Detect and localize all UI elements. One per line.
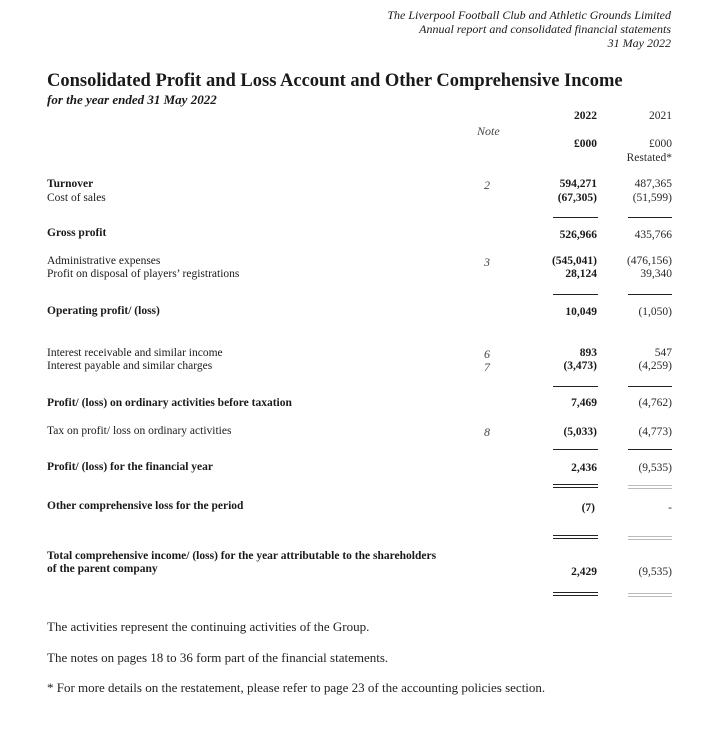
double-rule — [628, 593, 672, 594]
turnover-2021: 487,365 — [634, 178, 672, 190]
subtotal-rule — [553, 217, 598, 218]
double-rule — [553, 487, 598, 488]
total-2021: (9,535) — [638, 566, 672, 578]
report-name: Annual report and consolidated financial statements — [419, 22, 671, 36]
double-rule — [553, 538, 598, 539]
interest-payable-2022: (3,473) — [563, 360, 597, 372]
double-rule — [553, 484, 598, 485]
double-rule — [553, 535, 598, 536]
tax-2021: (4,773) — [638, 426, 672, 438]
subtotal-rule — [628, 449, 672, 450]
admin-expenses-2022: (545,041) — [551, 255, 597, 267]
footer-restatement-note: * For more details on the restatement, please refer to page 23 of the accounting policies section. — [47, 680, 546, 695]
double-rule — [553, 595, 598, 596]
oci-label: Other comprehensive loss for the period — [47, 500, 244, 512]
admin-expenses-note: 3 — [484, 255, 490, 269]
profit-before-tax-label: Profit/ (loss) on ordinary activities before taxation — [47, 397, 292, 409]
double-rule — [553, 592, 598, 593]
report-date: 31 May 2022 — [607, 36, 671, 50]
operating-profit-2021: (1,050) — [638, 306, 672, 318]
double-rule — [628, 539, 672, 540]
profit-disposal-label: Profit on disposal of players’ registrations — [47, 268, 240, 280]
year-2021-header: 2021 — [649, 110, 672, 122]
admin-expenses-label: Administrative expenses — [47, 255, 161, 267]
profit-year-2021: (9,535) — [638, 462, 672, 474]
profit-year-2022: 2,436 — [571, 462, 597, 474]
admin-expenses-2021: (476,156) — [626, 255, 672, 267]
cost-of-sales-label: Cost of sales — [47, 192, 106, 204]
oci-2021: - — [668, 502, 672, 514]
profit-before-tax-2021: (4,762) — [638, 397, 672, 409]
interest-receivable-2022: 893 — [579, 347, 597, 359]
tax-2022: (5,033) — [563, 426, 597, 438]
interest-receivable-note: 6 — [484, 347, 490, 361]
interest-receivable-2021: 547 — [654, 347, 672, 359]
subtotal-rule — [628, 217, 672, 218]
operating-profit-label: Operating profit/ (loss) — [47, 305, 160, 317]
turnover-2022: 594,271 — [559, 178, 597, 190]
footer-continuing-activities: The activities represent the continuing activities of the Group. — [47, 619, 370, 634]
double-rule — [628, 536, 672, 537]
gross-profit-2022: 526,966 — [559, 229, 597, 241]
turnover-note: 2 — [484, 178, 490, 192]
oci-2022: (7) — [581, 502, 595, 514]
gross-profit-label: Gross profit — [47, 227, 107, 239]
subtotal-rule — [553, 386, 598, 387]
interest-payable-note: 7 — [484, 360, 490, 374]
interest-receivable-label: Interest receivable and similar income — [47, 347, 223, 359]
gross-profit-2021: 435,766 — [634, 229, 672, 241]
page-subtitle: for the year ended 31 May 2022 — [47, 92, 217, 107]
double-rule — [628, 596, 672, 597]
profit-disposal-2022: 28,124 — [565, 268, 597, 280]
profit-year-label: Profit/ (loss) for the financial year — [47, 461, 213, 473]
page-title: Consolidated Profit and Loss Account and Other Comprehensive Income — [47, 71, 623, 91]
note-column-header: Note — [477, 124, 500, 138]
total-label-line2: of the parent company — [47, 563, 158, 575]
unit-2021-header: £000 — [649, 138, 672, 150]
subtotal-rule — [553, 449, 598, 450]
unit-2022-header: £000 — [574, 138, 597, 150]
turnover-label: Turnover — [47, 178, 94, 190]
profit-before-tax-2022: 7,469 — [571, 397, 597, 409]
cost-of-sales-2022: (67,305) — [557, 192, 597, 204]
subtotal-rule — [628, 294, 672, 295]
interest-payable-label: Interest payable and similar charges — [47, 360, 213, 372]
company-name: The Liverpool Football Club and Athletic Grounds Limited — [387, 8, 671, 22]
subtotal-rule — [628, 386, 672, 387]
tax-label: Tax on profit/ loss on ordinary activities — [47, 425, 232, 437]
total-label-line1: Total comprehensive income/ (loss) for the year attributable to the shareholders — [47, 550, 437, 562]
cost-of-sales-2021: (51,599) — [632, 192, 672, 204]
total-2022: 2,429 — [571, 566, 597, 578]
tax-note: 8 — [484, 425, 490, 439]
subtotal-rule — [553, 294, 598, 295]
year-2022-header: 2022 — [574, 110, 597, 122]
restated-label: Restated* — [626, 152, 672, 164]
footer-notes-reference: The notes on pages 18 to 36 form part of the financial statements. — [47, 650, 389, 665]
double-rule — [628, 485, 672, 486]
operating-profit-2022: 10,049 — [565, 306, 597, 318]
double-rule — [628, 488, 672, 489]
interest-payable-2021: (4,259) — [638, 360, 672, 372]
profit-disposal-2021: 39,340 — [640, 268, 672, 280]
